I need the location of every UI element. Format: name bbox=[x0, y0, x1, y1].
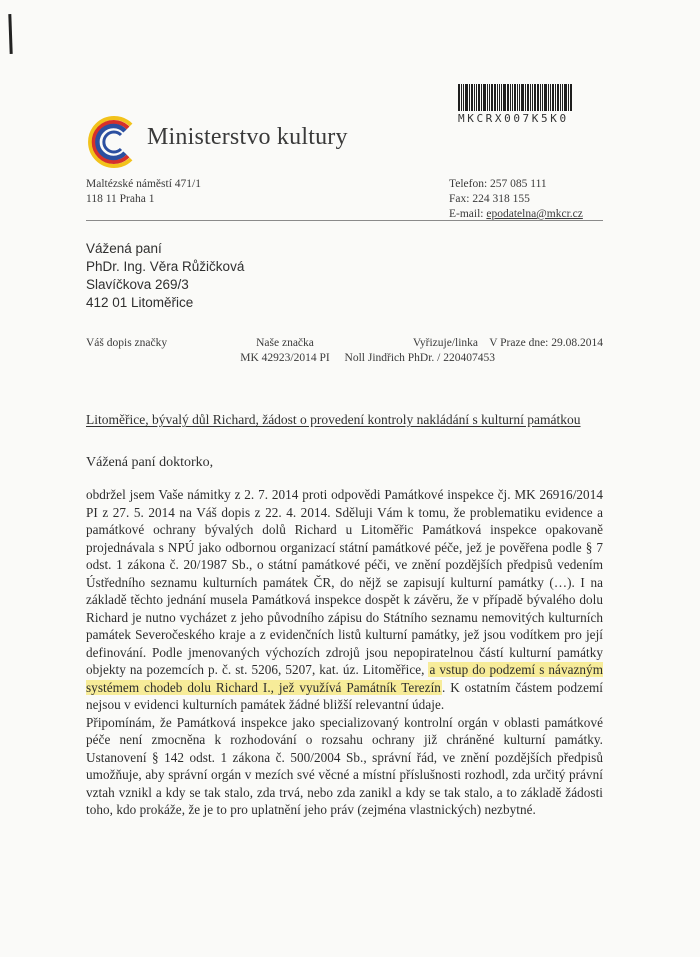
recipient-street: Slavíčkova 269/3 bbox=[86, 277, 189, 292]
handled-by-label: Vyřizuje/linka bbox=[412, 337, 478, 349]
email-label: E-mail: bbox=[449, 208, 487, 220]
handled-by bbox=[335, 336, 495, 366]
body-paragraph-2: Připomínám, že Památková inspekce jako specializovaný kontrolní orgán v oblasti památkové péče není zmocněna k rozhodování o rozsahu ochrany již chráněné kulturní památky. Ustanovení § 142 odst. 1 zákona č. 500/2004 Sb., správní řád, ve znění pozdějších předpisů umožňuje, aby správní orgán v mezích své věcné a místní příslušnosti rozhodl, zda určitý právní vztah vznikl a kdy se tak stalo, zda trvá, nebo zda zanikl a kdy se tak stalo, a to základě žádosti toho, kdo prokáže, že je to pro uplatnění jeho práv (zejména vlastnických) nezbytné. bbox=[86, 714, 603, 817]
address-line-1: Maltézské náměstí 471/1 bbox=[86, 178, 201, 190]
sender-contact bbox=[449, 177, 583, 222]
barcode-number: MKCRX007K5K0 bbox=[458, 112, 569, 125]
body-paragraph-1: obdržel jsem Vaše námitky z 2. 7. 2014 proti odpovědi Památkové inspekce čj. MK 26916/2014 PI z 27. 5. 2014 na Váš dopis z 22. 4. 2014. Sděluji Vám k tomu, že problematiku evidence a památkové ochrany bývalých dolů Richard u Litoměřic Památková inspekce opakovaně projednávala s NPÚ jako odbornou organizací státní památkové péče, jež je pověřena podle § 7 odst. 1 zákona č. 20/1987 Sb., o státní památkové péči, ve znění pozdějších předpisů vedením Ústředního seznamu kulturních památek ČR, do nějž se zapisují kulturní památky (…). I na základě těchto jednání musela Památková inspekce dospět k závěru, že v případě bývalého dolu Richard je nutno vycházet z jeho původního zápisu do Státního seznamu nemovitých kulturních památek Severočeského kraje a z evidenčních listů kulturní památky, jež jsou vodítkem pro její definování. Podle jmenovaných výchozích zdrojů jsou nepopiratelnou částí kulturní památky objekty na pozemcích p. č. st. 5206, 5207, kat. úz. Litoměřice, a vstup do podzemí s návazným systémem chodeb dolu Richard I., jež využívá Památník Terezín. K ostatním částem podzemí nejsou v evidenci kulturních památek žádné bližší relevantní údaje. bbox=[86, 487, 604, 712]
barcode-bars bbox=[458, 84, 582, 111]
header-divider bbox=[86, 220, 603, 221]
our-ref-value: MK 42923/2014 PI bbox=[240, 352, 330, 364]
highlighted-text: a vstup do podzemí s návazným systémem chodeb dolu Richard I., jež využívá Památník Terezín bbox=[86, 662, 604, 695]
recipient-city: 412 01 Litoměřice bbox=[86, 295, 194, 310]
letter-body bbox=[86, 486, 603, 819]
our-ref-label: Naše značka bbox=[256, 337, 314, 349]
email-link[interactable]: epodatelna@mkcr.cz bbox=[486, 208, 583, 220]
letter-subject: Litoměřice, bývalý důl Richard, žádost o provedení kontroly nakládání s kulturní památkou bbox=[86, 412, 581, 427]
our-ref bbox=[231, 336, 339, 366]
recipient-block bbox=[86, 240, 244, 312]
margin-pen-mark bbox=[8, 14, 12, 54]
recipient-name: PhDr. Ing. Věra Růžičková bbox=[86, 259, 245, 274]
address-line-2: 118 11 Praha 1 bbox=[86, 193, 155, 205]
handled-by-value: Noll Jindřich PhDr. / 220407453 bbox=[344, 352, 495, 364]
fax: Fax: 224 318 155 bbox=[449, 193, 530, 205]
recipient-salutation-line: Vážená paní bbox=[86, 241, 162, 256]
document-barcode bbox=[458, 84, 582, 125]
letter-date: V Praze dne: 29.08.2014 bbox=[489, 337, 603, 349]
letter-salutation: Vážená paní doktorko, bbox=[86, 455, 214, 470]
your-ref-label: Váš dopis značky bbox=[86, 337, 168, 349]
ministry-name: Ministerstvo kultury bbox=[147, 124, 348, 150]
ministry-logo bbox=[84, 113, 142, 171]
telephone: Telefon: 257 085 111 bbox=[449, 178, 547, 190]
sender-address bbox=[86, 177, 201, 207]
